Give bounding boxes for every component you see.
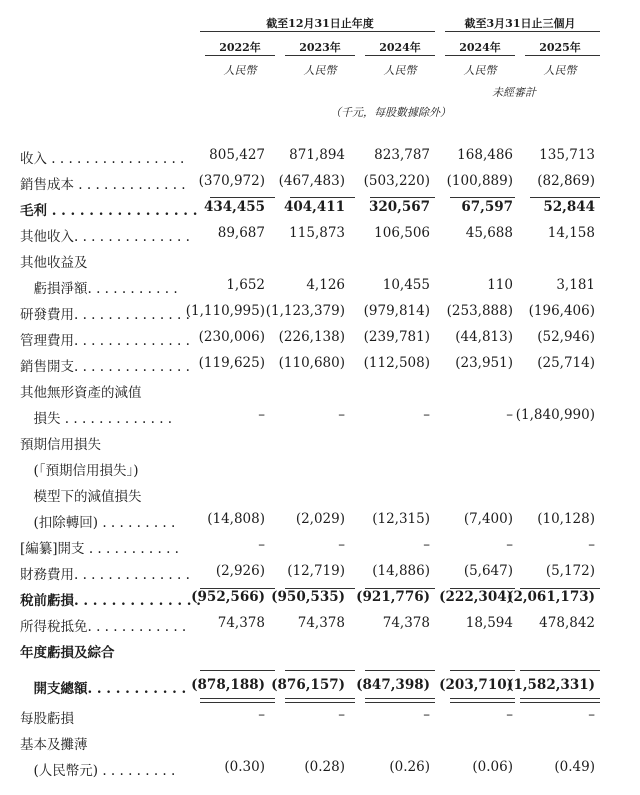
subtotal-rule xyxy=(210,197,275,198)
row-label: 其他收益及 xyxy=(20,255,88,271)
cell-value: 106,506 xyxy=(374,225,430,241)
cell-value: (100,889) xyxy=(446,173,513,189)
cell-value: 805,427 xyxy=(209,147,265,163)
cell-value: – xyxy=(588,537,595,553)
row-label: 年度虧損及綜合 xyxy=(20,645,115,661)
cell-value: (12,719) xyxy=(287,563,345,579)
subtotal-rule xyxy=(450,588,515,589)
row-label: 毛利 . . . . . . . . . . . . . . . . xyxy=(20,203,198,219)
cell-value: – xyxy=(588,707,595,723)
cell-value: (2,926) xyxy=(215,563,265,579)
cell-value: – xyxy=(258,537,265,553)
currency-header: 人民幣 xyxy=(463,64,497,77)
cell-value: (203,710) xyxy=(439,677,513,693)
cell-value: 1,652 xyxy=(226,277,265,293)
total-double-rule xyxy=(365,698,435,699)
cell-value: (0.49) xyxy=(554,759,595,775)
row-label: 研發費用. . . . . . . . . . . . . . xyxy=(20,307,190,323)
row-label: 每股虧損 xyxy=(20,711,74,727)
subtotal-rule xyxy=(200,670,275,671)
cell-value: (14,808) xyxy=(207,511,265,527)
cell-value: (110,680) xyxy=(278,355,345,371)
year-header: 2024年 xyxy=(379,41,421,54)
cell-value: (979,814) xyxy=(363,303,430,319)
cell-value: (5,647) xyxy=(463,563,513,579)
total-double-rule xyxy=(450,698,515,699)
cell-value: 74,378 xyxy=(382,615,430,631)
cell-value: (44,813) xyxy=(455,329,513,345)
row-label: 銷售成本 . . . . . . . . . . . . . xyxy=(20,177,186,193)
year-underline xyxy=(285,55,355,56)
cell-value: – xyxy=(258,707,265,723)
cell-value: (1,840,990) xyxy=(515,407,595,423)
cell-value: (1,110,995) xyxy=(185,303,265,319)
total-double-rule xyxy=(450,702,515,703)
subtotal-rule xyxy=(285,670,355,671)
group-header-fiscal-year: 截至12月31日止年度 xyxy=(266,17,374,30)
year-header: 2023年 xyxy=(299,41,341,54)
cell-value: (82,869) xyxy=(537,173,595,189)
row-label: (人民幣元) . . . . . . . . . xyxy=(20,763,176,779)
row-label: 開支總額. . . . . . . . . . . xyxy=(20,681,187,697)
total-double-rule xyxy=(520,698,600,699)
year-header: 2024年 xyxy=(459,41,501,54)
cell-value: (950,535) xyxy=(271,589,345,605)
year-underline xyxy=(365,55,435,56)
cell-value: (7,400) xyxy=(463,511,513,527)
cell-value: (14,886) xyxy=(372,563,430,579)
cell-value: 74,378 xyxy=(217,615,265,631)
row-label: 預期信用損失 xyxy=(20,437,101,453)
cell-value: (1,582,331) xyxy=(507,677,595,693)
row-label: 所得稅抵免. . . . . . . . . . . . xyxy=(20,619,187,635)
row-label: 銷售開支. . . . . . . . . . . . . . xyxy=(20,359,190,375)
cell-value: (0.26) xyxy=(389,759,430,775)
cell-value: 4,126 xyxy=(306,277,345,293)
cell-value: (10,128) xyxy=(537,511,595,527)
cell-value: 110 xyxy=(487,277,513,293)
cell-value: 823,787 xyxy=(374,147,430,163)
row-label: [編纂]開支 . . . . . . . . . . . xyxy=(20,541,179,557)
cell-value: (52,946) xyxy=(537,329,595,345)
cell-value: (952,566) xyxy=(191,589,265,605)
cell-value: 52,844 xyxy=(543,199,595,215)
unaudited-note: 未經審計 xyxy=(492,86,536,99)
year-underline xyxy=(205,55,275,56)
cell-value: (467,483) xyxy=(278,173,345,189)
cell-value: – xyxy=(338,537,345,553)
currency-header: 人民幣 xyxy=(543,64,577,77)
cell-value: (503,220) xyxy=(363,173,430,189)
cell-value: (119,625) xyxy=(198,355,265,371)
cell-value: 3,181 xyxy=(556,277,595,293)
year-underline xyxy=(445,55,515,56)
cell-value: 45,688 xyxy=(465,225,513,241)
cell-value: (921,776) xyxy=(356,589,430,605)
subtotal-rule xyxy=(285,588,355,589)
group-underline-fy xyxy=(200,31,435,32)
cell-value: (878,188) xyxy=(191,677,265,693)
row-label: 收入 . . . . . . . . . . . . . . . . xyxy=(20,151,185,167)
cell-value: 135,713 xyxy=(539,147,595,163)
cell-value: (12,315) xyxy=(372,511,430,527)
total-double-rule xyxy=(285,702,355,703)
cell-value: (253,888) xyxy=(446,303,513,319)
cell-value: (1,123,379) xyxy=(265,303,345,319)
cell-value: – xyxy=(338,707,345,723)
cell-value: 74,378 xyxy=(297,615,345,631)
cell-value: 871,894 xyxy=(289,147,345,163)
cell-value: 10,455 xyxy=(382,277,430,293)
cell-value: (239,781) xyxy=(363,329,430,345)
cell-value: (0.30) xyxy=(224,759,265,775)
total-double-rule xyxy=(365,702,435,703)
row-label: 損失 . . . . . . . . . . . . . xyxy=(20,411,173,427)
cell-value: (23,951) xyxy=(455,355,513,371)
cell-value: (370,972) xyxy=(198,173,265,189)
subtotal-rule xyxy=(520,670,600,671)
cell-value: 115,873 xyxy=(289,225,345,241)
cell-value: 434,455 xyxy=(203,199,265,215)
cell-value: 18,594 xyxy=(465,615,513,631)
row-label: 財務費用. . . . . . . . . . . . . . xyxy=(20,567,190,583)
cell-value: 67,597 xyxy=(461,199,513,215)
row-label: 稅前虧損. . . . . . . . . . . . . . xyxy=(20,593,201,609)
subtotal-rule xyxy=(370,197,435,198)
unit-note: （千元，每股數據除外） xyxy=(330,106,451,119)
year-underline xyxy=(525,55,600,56)
cell-value: – xyxy=(506,407,513,423)
currency-header: 人民幣 xyxy=(383,64,417,77)
cell-value: (2,029) xyxy=(295,511,345,527)
cell-value: – xyxy=(506,537,513,553)
row-label: 基本及攤薄 xyxy=(20,737,88,753)
total-double-rule xyxy=(200,698,275,699)
cell-value: – xyxy=(423,537,430,553)
subtotal-rule xyxy=(520,588,600,589)
row-label: (「預期信用損失」) xyxy=(20,463,139,479)
subtotal-rule xyxy=(450,670,515,671)
row-label: (扣除轉回) . . . . . . . . . xyxy=(20,515,176,531)
subtotal-rule xyxy=(200,588,275,589)
total-double-rule xyxy=(200,702,275,703)
cell-value: – xyxy=(423,707,430,723)
cell-value: (222,304) xyxy=(439,589,513,605)
cell-value: (847,398) xyxy=(356,677,430,693)
cell-value: 14,158 xyxy=(547,225,595,241)
group-header-quarter: 截至3月31日止三個月 xyxy=(464,17,576,30)
subtotal-rule xyxy=(290,197,355,198)
subtotal-rule xyxy=(530,197,600,198)
cell-value: 89,687 xyxy=(217,225,265,241)
row-label: 其他收入. . . . . . . . . . . . . . xyxy=(20,229,190,245)
cell-value: 404,411 xyxy=(283,199,345,215)
total-double-rule xyxy=(285,698,355,699)
cell-value: (0.06) xyxy=(472,759,513,775)
total-double-rule xyxy=(520,702,600,703)
row-label: 虧損淨額. . . . . . . . . . . xyxy=(20,281,178,297)
cell-value: 168,486 xyxy=(457,147,513,163)
subtotal-rule xyxy=(450,197,515,198)
currency-header: 人民幣 xyxy=(303,64,337,77)
cell-value: (2,061,173) xyxy=(507,589,595,605)
cell-value: – xyxy=(258,407,265,423)
cell-value: (25,714) xyxy=(537,355,595,371)
cell-value: – xyxy=(338,407,345,423)
subtotal-rule xyxy=(365,670,435,671)
cell-value: 478,842 xyxy=(539,615,595,631)
year-header: 2025年 xyxy=(539,41,581,54)
cell-value: (230,006) xyxy=(198,329,265,345)
row-label: 管理費用. . . . . . . . . . . . . . xyxy=(20,333,190,349)
cell-value: (226,138) xyxy=(278,329,345,345)
year-header: 2022年 xyxy=(219,41,261,54)
group-underline-q xyxy=(445,31,600,32)
cell-value: (0.28) xyxy=(304,759,345,775)
currency-header: 人民幣 xyxy=(223,64,257,77)
cell-value: (5,172) xyxy=(545,563,595,579)
cell-value: (876,157) xyxy=(271,677,345,693)
cell-value: – xyxy=(506,707,513,723)
cell-value: (196,406) xyxy=(528,303,595,319)
cell-value: 320,567 xyxy=(368,199,430,215)
row-label: 其他無形資產的減值 xyxy=(20,385,142,401)
row-label: 模型下的減值損失 xyxy=(20,489,142,505)
cell-value: – xyxy=(423,407,430,423)
cell-value: (112,508) xyxy=(363,355,430,371)
subtotal-rule xyxy=(365,588,435,589)
